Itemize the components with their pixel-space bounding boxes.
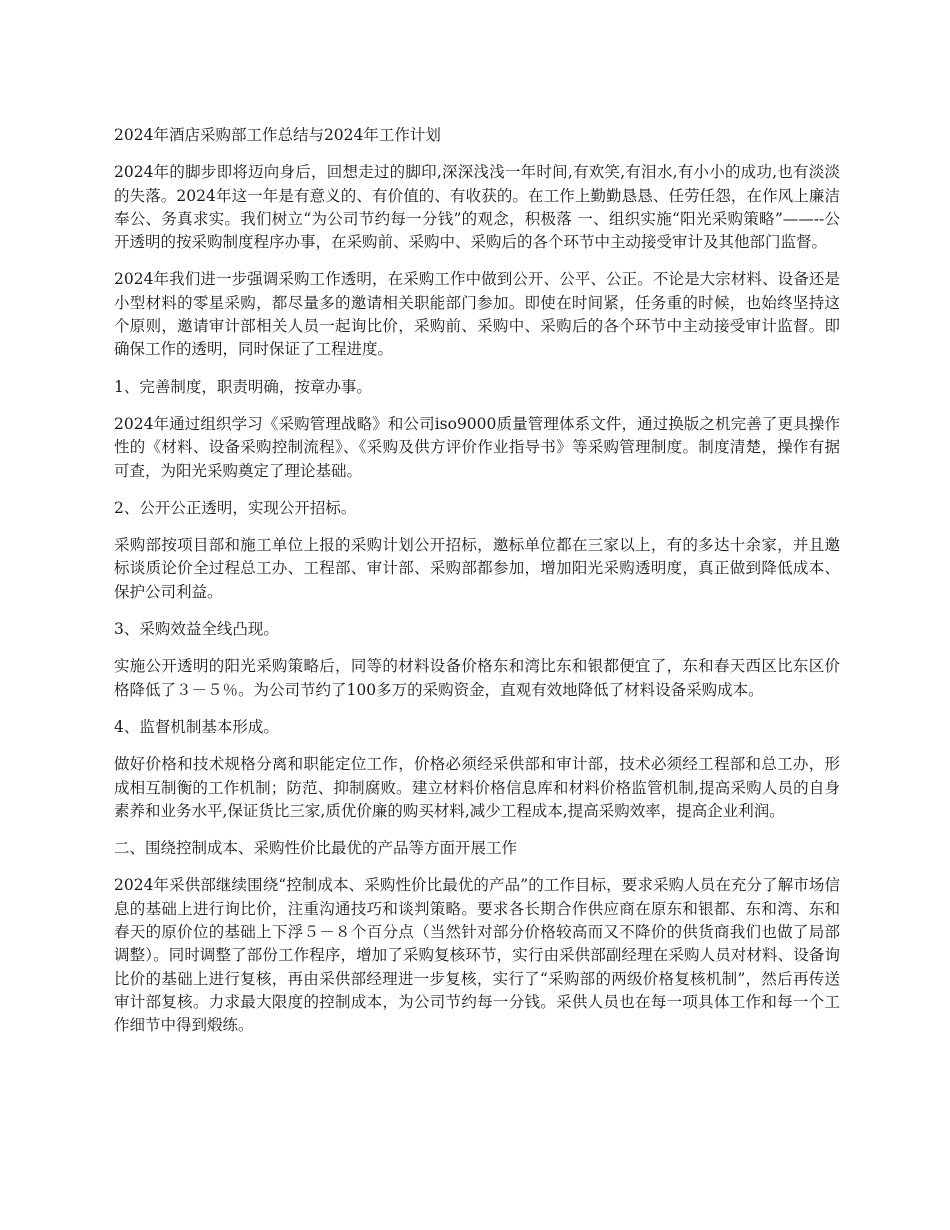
paragraph: 2024年采供部继续围绕“控制成本、采购性价比最优的产品”的工作目标，要求采购人员在充分了解市场信息的基础上进行询比价，注重沟通技巧和谈判策略。要求各长期合作供应商在原东和银都、东和湾、东和春天的原价位的基础上下浮５－８个百分点（当然针对部分价格较高而又不降价的供货商我们也做了局部调整）。同时调整了部份工作程序，增加了采购复核环节，实行由采供部副经理在采购人员对材料、设备询比价的基础上进行复核，再由采供部经理进一步复核，实行了“采购部的两级价格复核机制”，然后再传送审计部复核。力求最大限度的控制成本，为公司节约每一分钱。采供人员也在每一项具体工作和每一个工作细节中得到煅练。	[114, 876, 840, 1035]
paragraph: 采购部按项目部和施工单位上报的采购计划公开招标，邀标单位都在三家以上，有的多达十余家，并且邀标谈质论价全过程总工办、工程部、审计部、采购部都参加，增加阳光采购透明度，真正做到降低成本、保护公司利益。	[114, 536, 840, 601]
document-page	[114, 124, 840, 1052]
section-heading: 2、公开公正透明，实现公开招标。	[114, 498, 357, 517]
paragraph: 做好价格和技术规格分离和职能定位工作，价格必须经采供部和审计部，技术必须经工程部和总工办，形成相互制衡的工作机制；防范、抑制腐败。建立材料价格信息库和材料价格监管机制,提高采购人员的自身素养和业务水平,保证货比三家,质优价廉的购买材料,减少工程成本,提高采购效率，提高企业利润。	[114, 755, 840, 820]
section-heading: 4、监督机制基本形成。	[114, 717, 279, 736]
paragraph: 2024年我们进一步强调采购工作透明，在采购工作中做到公开、公平、公正。不论是大宗材料、设备还是小型材料的零星采购，都尽量多的邀请相关职能部门参加。即使在时间紧，任务重的时候，也始终坚持这个原则，邀请审计部相关人员一起询比价，采购前、采购中、采购后的各个环节中主动接受审计监督。即确保工作的透明，同时保证了工程进度。	[114, 270, 840, 359]
document-title: 2024年酒店采购部工作总结与2024年工作计划	[114, 126, 441, 144]
paragraph: 2024年的脚步即将迈向身后，回想走过的脚印,深深浅浅一年时间,有欢笑,有泪水,有小小的成功,也有淡淡的失落。2024年这一年是有意义的、有价值的、有收获的。在工作上勤勤恳恳、任劳任怨，在作风上廉洁奉公、务真求实。我们树立“为公司节约每一分钱”的观念，积极落 一、组织实施“阳光采购策略”——--公开透明的按采购制度程序办事，在采购前、采购中、采购后的各个环节中主动接受审计及其他部门监督。	[114, 163, 840, 252]
section-heading: 1、完善制度，职责明确，按章办事。	[114, 377, 372, 396]
paragraph: 实施公开透明的阳光采购策略后，同等的材料设备价格东和湾比东和银都便宜了，东和春天西区比东区价格降低了３－５％。为公司节约了100多万的采购资金，直观有效地降低了材料设备采购成本。	[114, 657, 840, 699]
paragraph: 2024年通过组织学习《采购管理战略》和公司iso9000质量管理体系文件，通过换版之机完善了更具操作性的《材料、设备采购控制流程》、《采购及供方评价作业指导书》等采购管理制度。制度清楚，操作有据可查，为阳光采购奠定了理论基础。	[114, 414, 840, 480]
section-heading: 二、围绕控制成本、采购性价比最优的产品等方面开展工作	[114, 839, 518, 858]
section-heading: 3、采购效益全线凸现。	[114, 620, 279, 639]
